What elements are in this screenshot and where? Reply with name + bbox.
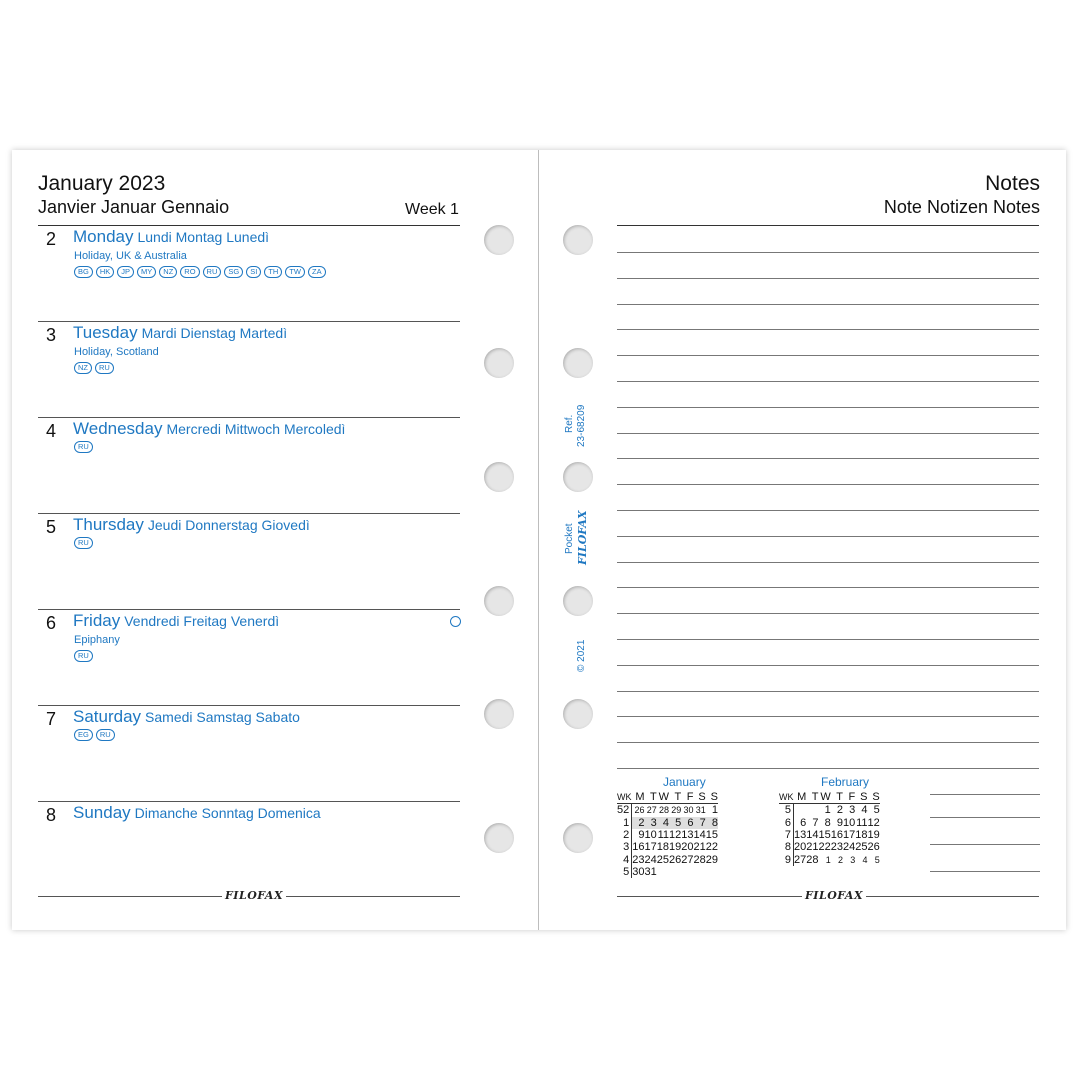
week-number: 2 [617,829,632,841]
weekday-header: T [831,791,843,804]
country-code-badge: MY [137,266,156,278]
calendar-day: 7 [694,817,706,829]
calendar-week-row [779,853,880,865]
calendar-day: 14 [693,829,706,842]
calendar-day: 20 [794,841,807,854]
calendar-week-row [617,866,718,878]
calendar-day: 18 [656,841,669,854]
day-name-english: Monday [73,227,134,246]
calendar-week-row [779,841,880,853]
calendar-day: 11 [856,816,868,829]
calendar-day: 2 [836,804,843,817]
calendar-day: 28 [806,853,819,866]
day-name-english: Sunday [73,803,131,822]
calendar-day: 8 [824,816,831,829]
weekday-header: S [694,791,706,804]
calendar-day: 2 [632,817,645,829]
planner-spread [12,150,1066,930]
calendar-day: 16 [632,841,645,854]
day-row[interactable] [38,801,460,897]
day-name-english: Wednesday [73,419,163,438]
calendar-day: 23 [632,853,645,866]
calendar-day: 31 [695,805,706,816]
calendar-day [806,804,818,817]
day-name [73,803,321,823]
calendar-day: 8 [706,817,718,829]
holiday-label: Holiday, Scotland [74,346,159,358]
calendar-day: 5 [873,804,880,817]
calendar-day: 4 [862,854,868,865]
weekday-header: T [645,791,657,804]
calendar-day: 29 [671,805,682,816]
country-code-badge: SI [246,266,261,278]
week-number: 4 [617,853,632,865]
side-note-line [930,871,1040,872]
size-label: Pocket [564,523,575,554]
day-number: 2 [46,229,57,249]
calendar-day: 24 [644,853,657,866]
calendar-day: 21 [806,841,819,854]
day-name-translations: Jeudi Donnerstag Giovedì [147,517,310,533]
note-line[interactable] [617,639,1039,640]
calendar-day: 23 [830,841,843,854]
calendar-day: 4 [657,817,669,829]
week-number: 6 [779,817,794,829]
calendar-day: 22 [705,841,718,854]
calendar-day: 9 [638,829,645,842]
calendar-day: 3 [645,817,657,829]
calendar-week-row [617,841,718,853]
calendar-day [657,866,669,878]
calendar-day: 6 [800,816,807,829]
country-code-badge: NZ [74,362,92,374]
note-line[interactable] [617,484,1039,485]
calendar-day: 7 [812,816,819,829]
weekday-header: F [843,791,855,804]
calendar-day: 15 [705,829,718,842]
filofax-spine-logo: FILOFAX [576,510,589,565]
calendar-day: 21 [693,841,706,854]
country-code-badge: BG [74,266,93,278]
day-name-english: Tuesday [73,323,138,342]
side-note-line [930,844,1040,845]
day-row[interactable] [38,705,460,801]
weekday-header: M [632,791,645,804]
filofax-logo: FILOFAX [222,889,286,902]
calendar-day: 17 [843,829,856,842]
day-number: 8 [46,805,57,825]
punch-hole [484,348,514,378]
day-row[interactable] [38,321,460,417]
day-name-english: Friday [73,611,121,630]
note-line[interactable] [617,278,1039,279]
day-name-translations: Mercredi Mittwoch Mercoledì [166,421,346,437]
punch-hole [563,699,593,729]
calendar-day: 1 [824,804,831,817]
day-row[interactable] [38,609,460,705]
page-subtitle: Janvier Januar Gennaio [38,197,230,217]
weekday-header: W [658,791,669,804]
day-row[interactable] [38,417,460,513]
day-name [73,515,310,535]
notes-title: Notes [985,172,1040,195]
calendar-day: 12 [867,816,880,829]
day-name [73,227,269,247]
weekday-header: T [669,791,681,804]
note-line[interactable] [617,252,1039,253]
country-code-badge: TH [264,266,282,278]
day-divider [38,705,460,706]
calendar-week-row [617,804,718,817]
note-line[interactable] [617,407,1039,408]
weekday-header: S [706,791,718,804]
week-number: 5 [779,804,794,817]
note-line[interactable] [617,742,1039,743]
calendar-day: 4 [861,804,868,817]
country-code-badge: JP [117,266,134,278]
note-line[interactable] [617,691,1039,692]
day-number: 6 [46,613,57,633]
calendar-day: 10 [843,816,856,829]
calendar-day: 2 [837,854,843,865]
day-number: 3 [46,325,57,345]
calendar-day: 19 [669,841,682,854]
country-codes [74,266,326,278]
holiday-label: Epiphany [74,634,120,646]
calendar-day: 9 [836,816,843,829]
note-line[interactable] [617,665,1039,666]
note-line[interactable] [617,458,1039,459]
calendar-day: 29 [705,853,718,866]
weekday-header: M [794,791,807,804]
day-name-translations: Mardi Dienstag Martedì [141,325,288,341]
punch-hole [484,699,514,729]
calendar-day: 3 [850,854,856,865]
moon-phase-icon [450,616,461,627]
week-number: 7 [779,829,794,841]
calendar-day: 17 [644,841,657,854]
country-codes [74,441,93,453]
weekday-header: S [868,791,880,804]
country-codes [74,362,114,374]
calendar-week-row [617,829,718,841]
country-code-badge: RU [95,362,114,374]
calendar-day: 30 [683,805,694,816]
punch-hole [484,823,514,853]
calendar-week-row [779,804,880,817]
weekday-header: WK [617,792,632,803]
day-number: 5 [46,517,57,537]
day-name-translations: Samedi Samstag Sabato [145,709,300,725]
day-divider [38,609,460,610]
week-number: 8 [779,841,794,853]
calendar-day: 6 [681,817,693,829]
calendar-day: 16 [830,829,843,842]
day-row[interactable] [38,225,460,321]
copyright-label: © 2021 [576,639,587,672]
note-line[interactable] [617,510,1039,511]
week-number: 52 [617,804,632,817]
note-line[interactable] [617,613,1039,614]
calendar-day: 20 [681,841,694,854]
calendar-week-row [617,817,718,829]
calendar-day: 5 [874,854,880,865]
country-code-badge: RO [180,266,199,278]
note-line[interactable] [617,433,1039,434]
week-label: Week 1 [405,201,459,218]
day-number: 7 [46,709,57,729]
day-divider [38,801,460,802]
weekday-header: T [806,791,818,804]
weekday-header: S [855,791,867,804]
calendar-week-row [617,853,718,865]
day-name-translations: Vendredi Freitag Venerdì [124,613,280,629]
day-number: 4 [46,421,57,441]
country-code-badge: RU [74,441,93,453]
day-name [73,611,279,631]
calendar-day: 27 [794,853,807,866]
country-code-badge: ZA [308,266,326,278]
note-line[interactable] [617,562,1039,563]
calendar-day: 12 [669,829,682,842]
side-note-line [930,794,1040,795]
weekday-header: F [681,791,693,804]
day-divider [38,417,460,418]
notes-subtitle: Note Notizen Notes [883,197,1040,217]
mini-calendar-month: January [663,775,706,789]
country-code-badge: TW [285,266,305,278]
ref-label: Ref. [564,414,575,433]
calendar-day: 25 [656,853,669,866]
note-line[interactable] [617,355,1039,356]
calendar-day: 27 [681,853,694,866]
country-codes [74,650,93,662]
punch-hole [563,225,593,255]
punch-hole [484,586,514,616]
calendar-day: 25 [855,841,868,854]
country-codes [74,729,115,741]
note-line[interactable] [617,381,1039,382]
calendar-day: 1 [825,854,831,865]
note-line[interactable] [617,536,1039,537]
note-line[interactable] [617,304,1039,305]
calendar-day [681,866,693,878]
calendar-day [706,866,718,878]
punch-hole [484,225,514,255]
calendar-day: 26 [634,805,645,816]
calendar-day: 22 [818,841,831,854]
punch-hole [563,462,593,492]
calendar-day: 26 [867,841,880,854]
country-code-badge: RU [96,729,115,741]
calendar-day: 24 [843,841,856,854]
calendar-day: 11 [657,829,669,842]
calendar-day [694,866,706,878]
calendar-day: 19 [867,829,880,842]
day-name-english: Thursday [73,515,144,534]
filofax-logo: FILOFAX [802,889,866,902]
holiday-label: Holiday, UK & Australia [74,250,187,262]
day-name [73,707,300,727]
day-row[interactable] [38,513,460,609]
day-name-translations: Dimanche Sonntag Domenica [134,805,321,821]
calendar-day: 27 [646,805,657,816]
notes-header-rule [617,225,1039,226]
week-number: 3 [617,841,632,853]
week-number: 1 [617,817,632,829]
calendar-day: 15 [818,829,831,842]
country-code-badge: RU [74,537,93,549]
calendar-day: 5 [669,817,681,829]
country-code-badge: RU [74,650,93,662]
calendar-day: 28 [658,805,669,816]
punch-hole [563,586,593,616]
calendar-day [669,866,681,878]
country-code-badge: SG [224,266,243,278]
calendar-week-row [779,829,880,841]
day-name [73,419,345,439]
week-number: 9 [779,853,794,865]
calendar-day: 3 [849,804,856,817]
day-divider [38,513,460,514]
country-code-badge: HK [96,266,114,278]
day-name [73,323,287,343]
note-line[interactable] [617,329,1039,330]
weekday-header: WK [779,792,794,803]
note-line[interactable] [617,768,1039,769]
calendar-week-row [779,817,880,829]
country-code-badge: RU [203,266,222,278]
calendar-day: 13 [681,829,694,842]
mini-calendar-month: February [821,775,870,789]
calendar-day: 18 [855,829,868,842]
country-code-badge: NZ [159,266,177,278]
day-divider [38,321,460,322]
note-line[interactable] [617,716,1039,717]
calendar-day [794,804,807,817]
punch-hole [484,462,514,492]
calendar-day: 28 [693,853,706,866]
page-title: January 2023 [38,172,166,195]
weekday-header: W [820,791,831,804]
day-name-english: Saturday [73,707,142,726]
ref-code: 23-68209 [576,404,587,447]
calendar-day: 14 [806,829,819,842]
calendar-day: 13 [794,829,807,842]
punch-hole [563,823,593,853]
country-codes [74,537,93,549]
page-spine [538,150,539,930]
calendar-day: 1 [711,804,718,817]
calendar-day: 30 [632,865,645,878]
country-code-badge: EG [74,729,93,741]
punch-hole [563,348,593,378]
calendar-day: 26 [669,853,682,866]
calendar-day: 31 [644,865,657,878]
day-name-translations: Lundi Montag Lunedì [137,229,270,245]
week-number: 5 [617,866,632,878]
side-note-line [930,817,1040,818]
calendar-day: 10 [644,829,657,842]
note-line[interactable] [617,587,1039,588]
